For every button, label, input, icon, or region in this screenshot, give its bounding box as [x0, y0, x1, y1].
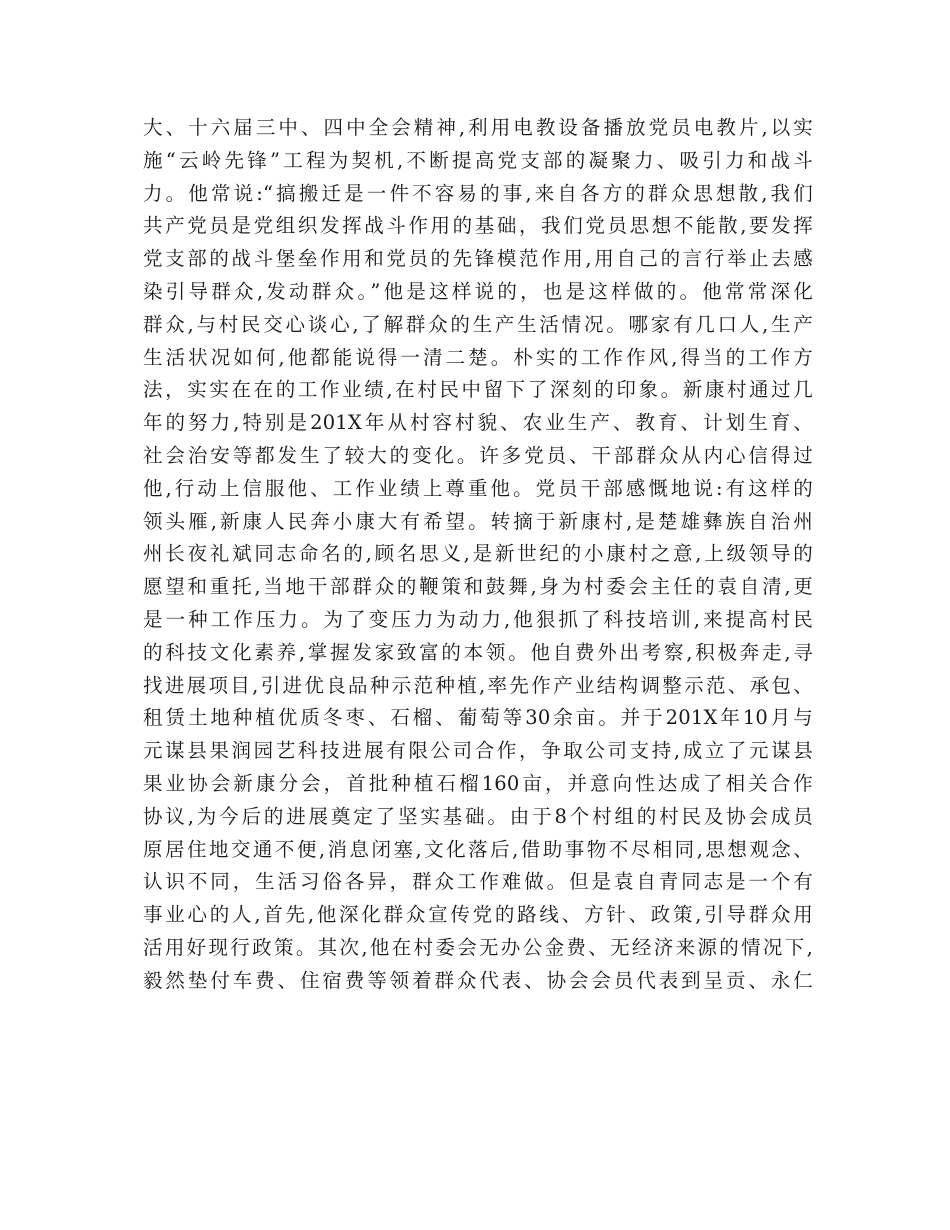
text-line-1: 大、十六届三中、四中全会精神,利用电教设备播放党员电教片,以实	[143, 116, 813, 139]
text-line-3: 力。他常说:“搞搬迁是一件不容易的事,来自各方的群众思想散,我们	[143, 181, 813, 205]
text-line-6: 染引导群众,发动群众。”他是这样说的，也是这样做的。他常常深化	[143, 279, 813, 303]
text-line-5: 党支部的战斗堡垒作用和党员的先锋模范作用,用自己的言行举止去感	[143, 247, 813, 271]
text-line-11: 社会治安等都发生了较大的变化。许多党员、干部群众从内心信得过	[143, 443, 813, 467]
text-line-25: 事业心的人,首先,他深化群众宣传党的路线、方针、政策,引导群众用	[143, 903, 813, 927]
text-line-18: 找进展项目,引进优良品种示范种植,率先作产业结构调整示范、承包、	[143, 673, 813, 697]
text-line-15: 愿望和重托,当地干部群众的鞭策和鼓舞,身为村委会主任的袁自清,更	[143, 575, 813, 599]
text-line-10: 年的努力,特别是201X年从村容村貌、农业生产、教育、计划生育、	[143, 411, 813, 435]
text-line-24: 认识不同，生活习俗各异，群众工作难做。但是袁自青同志是一个有	[143, 870, 813, 894]
text-line-27: 毅然垫付车费、住宿费等领着群众代表、协会会员代表到呈贡、永仁	[143, 968, 813, 992]
text-line-2: 施“云岭先锋”工程为契机,不断提高党支部的凝聚力、吸引力和战斗	[143, 148, 813, 172]
text-line-23: 原居住地交通不便,消息闭塞,文化落后,借助事物不尽相同,思想观念、	[143, 837, 813, 861]
text-line-19: 租赁土地种植优质冬枣、石榴、葡萄等30余亩。并于201X年10月与	[143, 706, 813, 730]
text-line-7: 群众,与村民交心谈心,了解群众的生产生活情况。哪家有几口人,生产	[143, 312, 813, 336]
text-line-8: 生活状况如何,他都能说得一清二楚。朴实的工作作风,得当的工作方	[143, 345, 813, 369]
text-line-4: 共产党员是党组织发挥战斗作用的基础，我们党员思想不能散,要发挥	[143, 214, 813, 238]
text-line-20: 元谋县果润园艺科技进展有限公司合作，争取公司支持,成立了元谋县	[143, 739, 813, 763]
text-line-16: 是一种工作压力。为了变压力为动力,他狠抓了科技培训,来提高村民	[143, 607, 813, 631]
text-line-12: 他,行动上信服他、工作业绩上尊重他。党员干部感慨地说:有这样的	[143, 476, 813, 500]
text-line-17: 的科技文化素养,掌握发家致富的本领。他自费外出考察,积极奔走,寻	[143, 640, 813, 664]
text-line-9: 法，实实在在的工作业绩,在村民中留下了深刻的印象。新康村通过几	[143, 378, 813, 402]
text-line-26: 活用好现行政策。其次,他在村委会无办公金费、无经济来源的情况下,	[143, 935, 813, 959]
text-line-21: 果业协会新康分会，首批种植石榴160亩，并意向性达成了相关合作	[143, 771, 813, 795]
text-line-14: 州长夜礼斌同志命名的,顾名思义,是新世纪的小康村之意,上级领导的	[143, 542, 813, 566]
text-line-13: 领头雁,新康人民奔小康大有希望。转摘于新康村,是楚雄彝族自治州	[143, 509, 813, 533]
body-text	[143, 112, 813, 998]
text-line-22: 协议,为今后的进展奠定了坚实基础。由于8个村组的村民及协会成员	[143, 804, 813, 828]
